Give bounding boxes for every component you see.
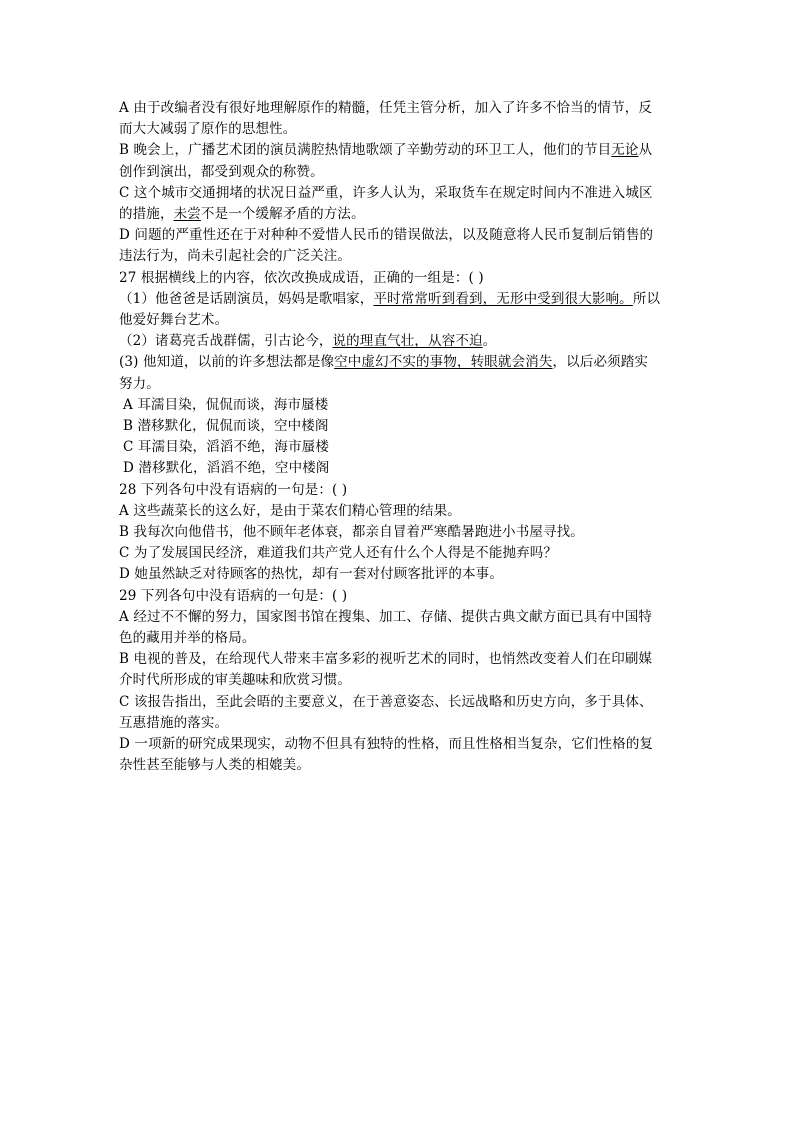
q27-option-b: B 潜移默化，侃侃而谈，空中楼阁 [123, 418, 329, 435]
q29-option-a-line2: 色的藏用并举的格局。 [119, 630, 256, 647]
text-run: 所以 [632, 290, 661, 307]
q27-option-a: A 耳濡目染，侃侃而谈，海市蜃楼 [123, 396, 329, 413]
q27-sentence-2 [119, 331, 679, 352]
text-run: 从 [638, 142, 653, 159]
text-run: 。 [482, 333, 497, 350]
underlined-phrase: 空中虚幻不实的事物，转眼就会消失 [334, 354, 553, 371]
q27-stem: 27 根据横线上的内容，依次改换成成语，正确的一组是：( ) [119, 269, 484, 286]
text-run: B 晚会上，广播艺术团的演员满腔热情地歌颂了辛勤劳动的环卫工人，他们的节目 [119, 142, 612, 159]
q26-option-c-line1: C 这个城市交通拥堵的状况日益严重，许多人认为，采取货车在规定时间内不准进入城区 [119, 184, 653, 201]
underlined-word: 无论 [611, 142, 639, 159]
text-run: （2）诸葛亮舌战群儒，引古论今， [119, 333, 333, 350]
text-run: (3) 他知道，以前的许多想法都是像 [119, 354, 335, 371]
q29-option-c-line1: C 该报告指出，至此会晤的主要意义，在于善意姿态、长远战略和历史方向，多于具体、 [119, 693, 653, 710]
q26-option-a-line2: 而大大减弱了原作的思想性。 [119, 121, 297, 138]
q26-option-d-line1: D 问题的严重性还在于对种种不爱惜人民币的错误做法，以及随意将人民币复制后销售的 [119, 227, 654, 244]
q26-option-b-line1 [119, 140, 679, 161]
q26-option-d-line2: 违法行为，尚未引起社会的广泛关注。 [119, 248, 352, 265]
document-page [119, 98, 679, 777]
q27-sentence-3-line2: 努力。 [119, 375, 160, 392]
q27-sentence-3-line1 [119, 352, 679, 373]
q29-option-d-line1: D 一项新的研究成果现实，动物不但具有独特的性格，而且性格相当复杂，它们性格的复 [119, 736, 654, 753]
text-run: ，以后必须踏实 [552, 354, 649, 371]
q28-option-d: D 她虽然缺乏对待顾客的热忱，却有一套对付顾客批评的本事。 [119, 566, 503, 583]
q29-option-d-line2: 杂性甚至能够与人类的相媲美。 [119, 757, 311, 774]
q29-option-b-line2: 介时代所形成的审美趣味和欣赏习惯。 [119, 672, 352, 689]
q27-option-c: C 耳濡目染，滔滔不绝，海市蜃楼 [123, 439, 330, 456]
q29-stem: 29 下列各句中没有语病的一句是：( ) [119, 587, 348, 604]
q26-option-a-line1: A 由于改编者没有很好地理解原作的精髓，任凭主管分析，加入了许多不恰当的情节，反 [119, 100, 653, 116]
underlined-phrase: 说的理直气壮，从容不迫 [332, 333, 483, 350]
underlined-phrase: 平时常常听到看到，无形中受到很大影响。 [373, 290, 633, 307]
q29-option-b-line1: B 电视的普及，在给现代人带来丰富多彩的视听艺术的同时，也悄然改变着人们在印刷媒 [119, 651, 653, 668]
q26-option-b-line2: 创作到演出，都受到观众的称赞。 [119, 163, 324, 180]
q27-option-d: D 潜移默化，滔滔不绝，空中楼阁 [123, 460, 330, 477]
text-run: 不是一个缓解矛盾的方法。 [200, 206, 365, 223]
text-run: （1）他爸爸是话剧演员，妈妈是歌唱家， [119, 290, 374, 307]
q26-option-c-line2 [119, 204, 679, 225]
q28-option-b: B 我每次向他借书，他不顾年老体衰，都亲自冒着严寒酷暑跑进小书屋寻找。 [119, 524, 584, 541]
q29-option-c-line2: 互惠措施的落实。 [119, 714, 229, 731]
q28-option-a: A 这些蔬菜长的这么好，是由于菜农们精心管理的结果。 [119, 502, 461, 519]
text-run: 的措施， [119, 206, 174, 223]
q27-sentence-1-line1 [119, 289, 679, 310]
q28-stem: 28 下列各句中没有语病的一句是：( ) [119, 481, 348, 498]
q27-sentence-1-line2: 他爱好舞台艺术。 [119, 312, 229, 329]
q28-option-c: C 为了发展国民经济，难道我们共产党人还有什么个人得是不能抛弃吗？ [119, 545, 558, 562]
underlined-word: 未尝 [173, 206, 201, 223]
q29-option-a-line1: A 经过不不懈的努力，国家图书馆在搜集、加工、存储、提供古典文献方面已具有中国特 [119, 608, 653, 625]
